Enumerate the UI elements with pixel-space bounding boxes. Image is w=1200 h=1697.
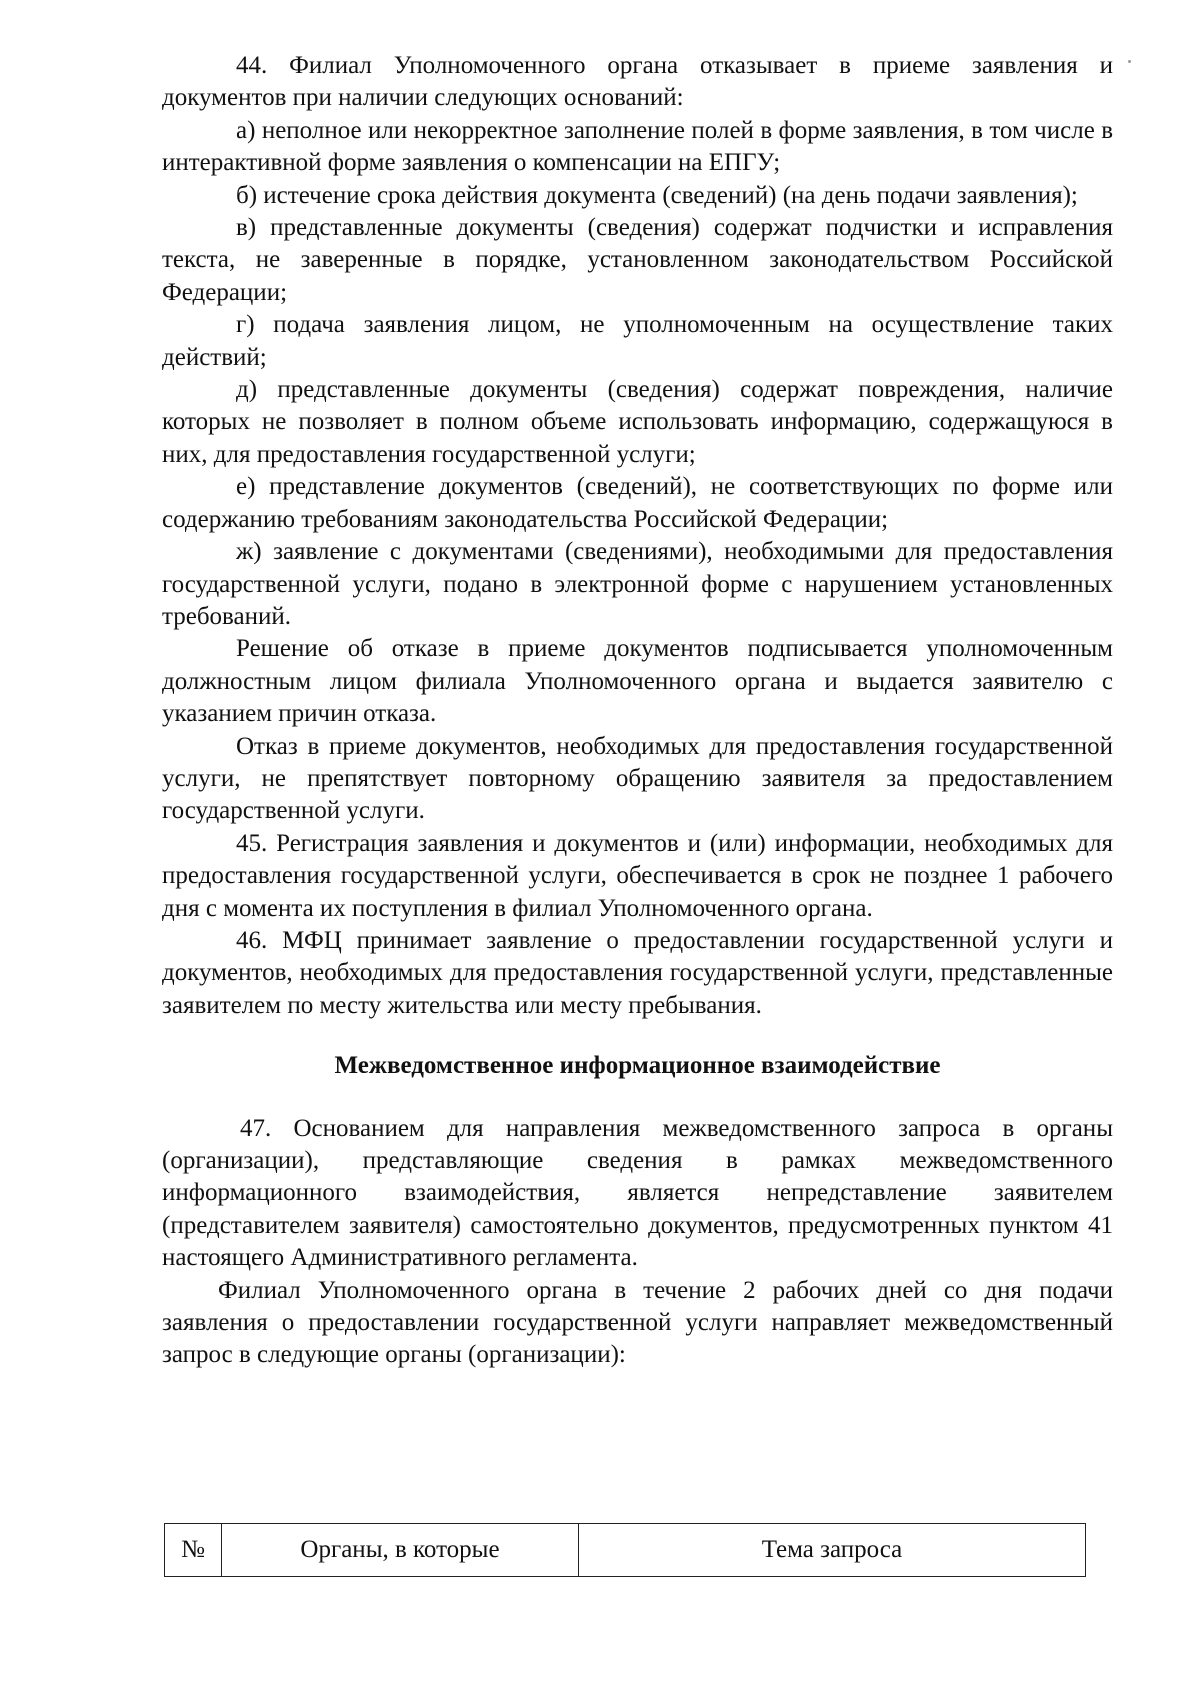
paragraph-47: 47. Основанием для направления межведомственного запроса в органы (организации), представляющие сведения в рамках межведомственного информационного взаимодействия, является непредставление заявителем (представителем заявителя) самостоятельно документов, предусмотренных пунктом 41 настоящего Административного регламента. — [162, 1114, 1113, 1272]
table-header-row — [165, 1524, 1086, 1577]
table-header-organs: Органы, в которые — [222, 1524, 579, 1577]
paragraph-45: 45. Регистрация заявления и документов и (или) информации, необходимых для предоставления государственной услуги, обеспечивается в срок не позднее 1 рабочего дня с момента их поступления в филиал Уполномоченного органа. — [162, 829, 1113, 922]
paragraph-46: 46. МФЦ принимает заявление о предоставлении государственной услуги и документов, необходимых для предоставления государственной услуги, представленные заявителем по месту жительства или месту пребывания. — [162, 926, 1113, 1019]
paragraph-44-g: г) подача заявления лицом, не уполномоченным на осуществление таких действий; — [162, 311, 1113, 371]
paragraph-44: 44. Филиал Уполномоченного органа отказывает в приеме заявления и документов при наличии следующих оснований: — [162, 52, 1113, 112]
paragraph-44-zh: ж) заявление с документами (сведениями), необходимыми для предоставления государственной услуги, подано в электронной форме с нарушением установленных требований. — [162, 538, 1113, 630]
paragraph-44-d: д) представленные документы (сведения) содержат повреждения, наличие которых не позволяет в полном объеме использовать информацию, содержащуюся в них, для предоставления государственной услуги; — [162, 376, 1113, 468]
paragraph-47-filial: Филиал Уполномоченного органа в течение 2 рабочих дней со дня подачи заявления о предоставлении государственной услуги направляет межведомственный запрос в следующие органы (организации): — [162, 1276, 1113, 1369]
table-header-topic: Тема запроса — [579, 1524, 1086, 1577]
paragraph-44-a: а) неполное или некорректное заполнение полей в форме заявления, в том числе в интерактивной форме заявления о компенсации на ЕПГУ; — [162, 116, 1113, 177]
scan-speck — [1128, 60, 1131, 63]
table-header-number: № — [165, 1524, 222, 1577]
paragraph-44-e: е) представление документов (сведений), не соответствующих по форме или содержанию требованиям законодательства Российской Федерации; — [162, 473, 1113, 533]
request-table — [164, 1523, 1086, 1577]
paragraph-refusal-note: Отказ в приеме документов, необходимых для предоставления государственной услуги, не препятствует повторному обращению заявителя за предоставлением государственной услуги. — [162, 732, 1113, 825]
paragraph-44-v: в) представленные документы (сведения) содержат подчистки и исправления текста, не заверенные в порядке, установленном законодательством Российской Федерации; — [162, 214, 1113, 306]
paragraph-44-b: б) истечение срока действия документа (сведений) (на день подачи заявления); — [236, 181, 1078, 209]
section-heading: Межведомственное информационное взаимодействие — [334, 1052, 941, 1080]
paragraph-refusal-decision: Решение об отказе в приеме документов подписывается уполномоченным должностным лицом филиала Уполномоченного органа и выдается заявителю с указанием причин отказа. — [162, 635, 1113, 728]
document-body — [162, 50, 1113, 1372]
